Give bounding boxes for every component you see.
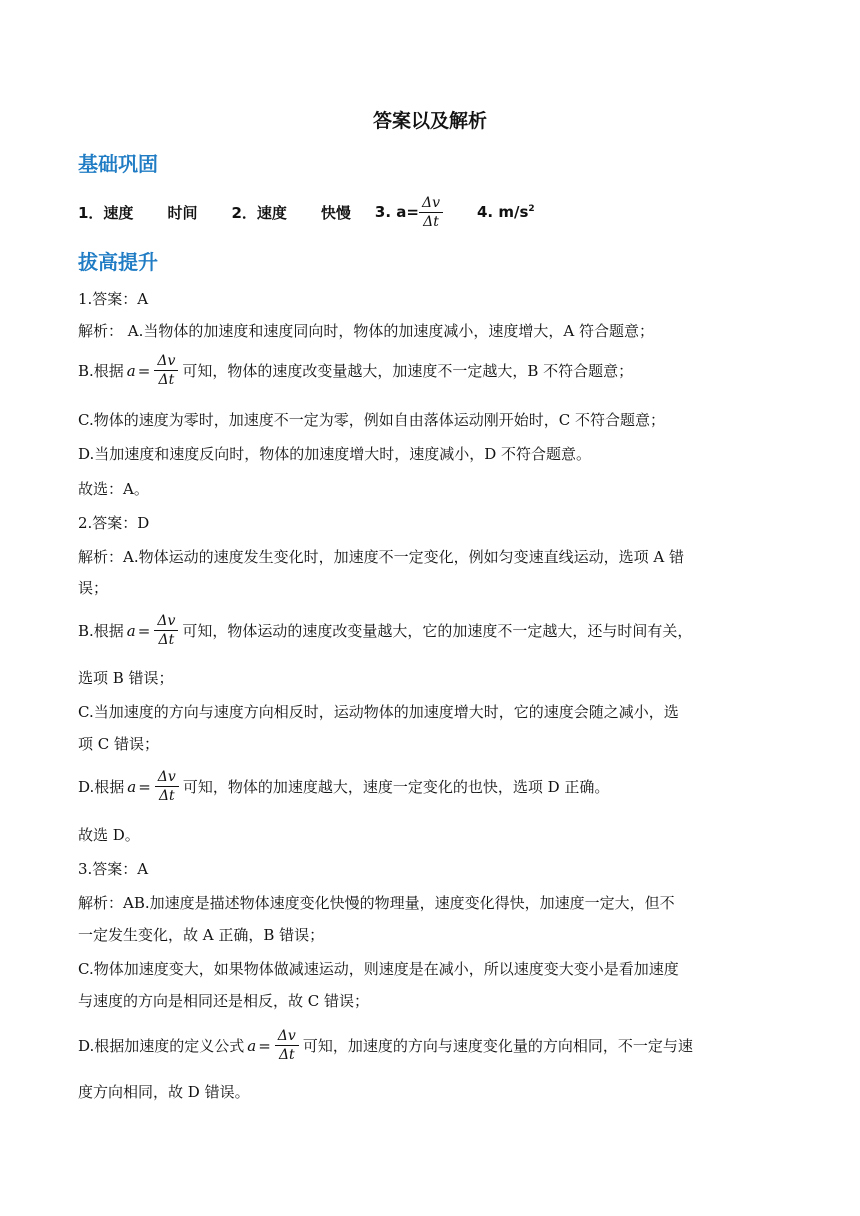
q3-analysis-a2: 一定发生变化，故 A 正确，B 错误； — [78, 926, 325, 944]
q1-choice: 故选：A。 — [78, 480, 149, 498]
basic-answer-2b: 快慢 — [320, 203, 351, 222]
basic-answer-1b: 时间 — [167, 203, 198, 222]
fraction: $\frac{\Delta v}{\Delta t}$ — [154, 612, 178, 649]
fraction: $\frac{\Delta v}{\Delta t}$ — [155, 768, 179, 805]
q2-choice: 故选 D。 — [78, 826, 140, 844]
q1-analysis-a: 解析： A.当物体的加速度和速度同向时，物体的加速度减小，速度增大，A 符合题意； — [78, 322, 654, 340]
fraction: $\frac{\Delta v}{\Delta t}$ — [275, 1027, 299, 1064]
fraction-numerator: Δv — [419, 194, 443, 213]
q3-analysis-d: D.根据加速度的定义公式 a = $\frac{\Delta v}{\Delta t}$ 可知，加速度的方向与速度变化量的方向相同，不一定与速 — [78, 1028, 693, 1063]
q2-analysis-c: C.当加速度的方向与速度方向相反时，运动物体的加速度增大时，它的速度会随之减小，选 — [78, 703, 679, 721]
section-advanced-heading: 拔高提升 — [78, 250, 158, 274]
q1-answer: 1.答案：A — [78, 290, 149, 308]
basic-answer-3: 3. a= — [374, 203, 419, 221]
fraction — [419, 194, 443, 231]
q2-analysis-c2: 项 C 错误； — [78, 735, 160, 753]
basic-answer-4: 4. $m/s^2$ — [477, 203, 535, 221]
page-title: 答案以及解析 — [372, 110, 487, 132]
q3-answer: 3.答案：A — [78, 860, 149, 878]
q1-analysis-c: C.物体的速度为零时，加速度不一定为零，例如自由落体运动刚开始时，C 不符合题意； — [78, 411, 665, 429]
q2-analysis-b: B.根据 a = $\frac{\Delta v}{\Delta t}$ 可知，物体运动的速度改变量越大，它的加速度不一定越大，还与时间有关， — [78, 613, 693, 648]
basic-answer-2: 2．速度 — [231, 203, 287, 222]
q2-analysis-a2: 误； — [78, 579, 109, 597]
q3-analysis-c: C.物体加速度变大，如果物体做减速运动，则速度是在减小，所以速度变大变小是看加速度 — [78, 960, 679, 978]
q3-analysis-c2: 与速度的方向是相同还是相反，故 C 错误； — [78, 992, 370, 1010]
q1-analysis-b: B.根据 a = $\frac{\Delta v}{\Delta t}$ 可知，物体的速度改变量越大，加速度不一定越大，B 不符合题意； — [78, 353, 634, 388]
q3-analysis-d2: 度方向相同，故 D 错误。 — [78, 1083, 250, 1101]
q1-analysis-d: D.当加速度和速度反向时，物体的加速度增大时，速度减小，D 不符合题意。 — [78, 445, 592, 463]
basic-answers-row — [78, 192, 535, 232]
q2-analysis-d: D.根据 a = $\frac{\Delta v}{\Delta t}$ 可知，物体的加速度越大，速度一定变化的也快，选项 D 正确。 — [78, 769, 610, 804]
fraction: $\frac{\Delta v}{\Delta t}$ — [154, 352, 178, 389]
section-basic-heading: 基础巩固 — [78, 152, 158, 176]
fraction-denominator: Δt — [423, 213, 439, 230]
q2-analysis-a: 解析：A.物体运动的速度发生变化时，加速度不一定变化，例如匀变速直线运动，选项 A 错 — [78, 548, 684, 566]
basic-answer-1: 1．速度 — [78, 203, 134, 222]
q3-analysis-a: 解析：AB.加速度是描述物体速度变化快慢的物理量，速度变化得快，加速度一定大，但不 — [78, 894, 675, 912]
q2-answer: 2.答案：D — [78, 514, 150, 532]
q2-analysis-b2: 选项 B 错误； — [78, 669, 174, 687]
